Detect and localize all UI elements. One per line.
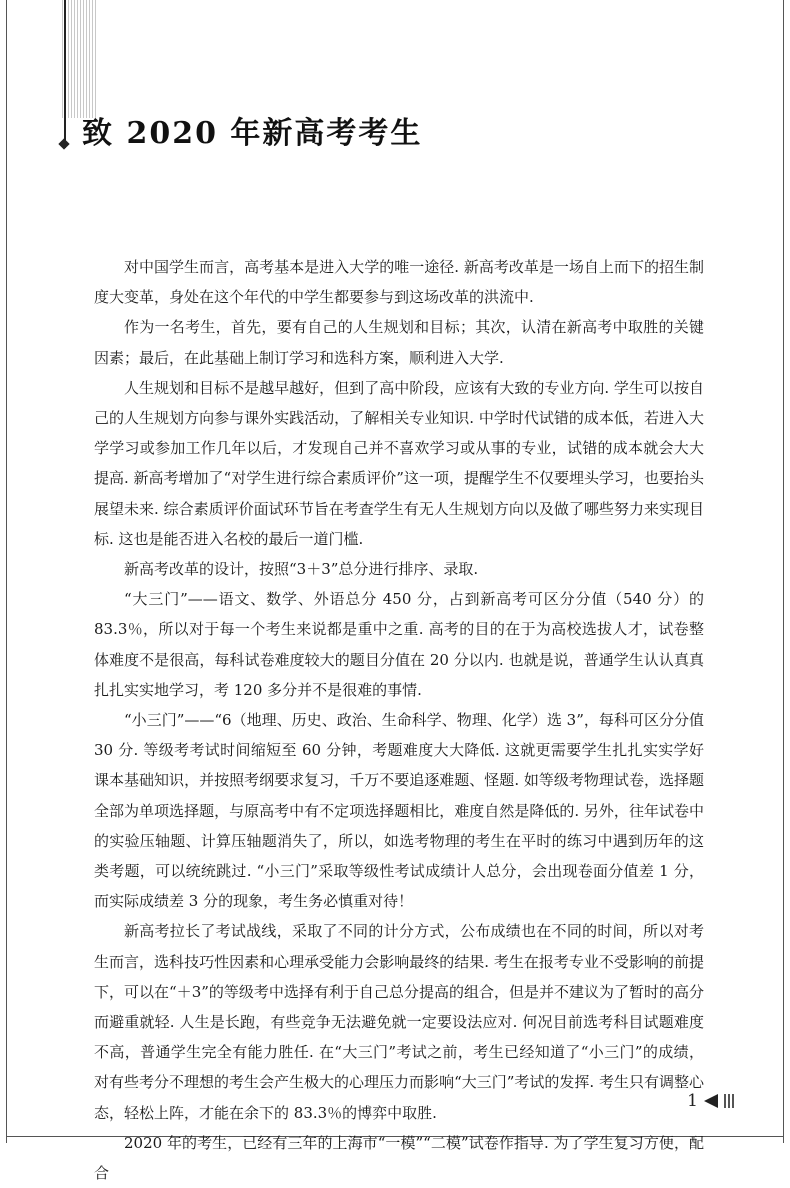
body-text bbox=[94, 252, 704, 1188]
paragraph: “小三门”——“6（地理、历史、政治、生命科学、物理、化学）选 3”，每科可区分分值 30 分. 等级考考试时间缩短至 60 分钟，考题难度大大降低. 这就更需要学生扎扎实实学好课本基础知识，并按照考纲要求复习，千万不要追逐难题、怪题. 如等级考物理试卷，选择题全部为单项选择题，与原高考中有不定项选择题相比，难度自然是降低的. 另外，往年试卷中的实验压轴题、计算压轴题消失了，所以，如选考物理的考生在平时的练习中遇到历年的这类考题，可以统统跳过. “小三门”采取等级性考试成绩计人总分，会出现卷面分值差 1 分，而实际成绩差 3 分的现象，考生务必慎重对待！ bbox=[94, 711, 704, 911]
page-title: 致 2020 年新高考考生 bbox=[82, 116, 423, 151]
decorative-stripes bbox=[62, 0, 96, 118]
paragraph: 对中国学生而言，高考基本是进入大学的唯一途径. 新高考改革是一场自上而下的招生制度大变革，身处在这个年代的中学生都要参与到这场改革的洪流中. bbox=[94, 258, 704, 307]
paragraph: 人生规划和目标不是越早越好，但到了高中阶段，应该有大致的专业方向. 学生可以按自己的人生规划方向参与课外实践活动，了解相关专业知识. 中学时代试错的成本低，若进入大学学习或参加工作几年以后，才发现自己并不喜欢学习或从事的专业，试错的成本就会大大提高. 新高考增加了“对学生进行综合素质评价”这一项，提醒学生不仅要埋头学习，也要抬头展望未来. 综合素质评价面试环节旨在考查学生有无人生规划方向以及做了哪些努力来实现目标. 这也是能否进入名校的最后一道门槛. bbox=[94, 378, 704, 548]
paragraph: “大三门”——语文、数学、外语总分 450 分，占到新高考可区分分值（540 分）的 83.3％，所以对于每一个考生来说都是重中之重. 高考的目的在于为高校选拔人才，试卷整体难度不是很高，每科试卷难度较大的题目分值在 20 分以内. 也就是说，普通学生认认真真扎扎实实地学习，考 120 多分并不是很难的事情. bbox=[94, 590, 704, 699]
paragraph: 2020 年的考生，已经有三年的上海市“一模”“二模”试卷作指导. 为了学生复习方便，配合 bbox=[94, 1133, 704, 1183]
diamond-bullet-icon bbox=[58, 138, 69, 149]
page-number-footer bbox=[687, 1091, 734, 1111]
left-triangle-icon bbox=[704, 1094, 718, 1108]
title-accent-bar bbox=[64, 0, 66, 148]
page-number: 1 bbox=[687, 1091, 698, 1111]
paragraph: 新高考拉长了考试战线，采取了不同的计分方式，公布成绩也在不同的时间，所以对考生而言，选科技巧性因素和心理承受能力会影响最终的结果. 考生在报考专业不受影响的前提下，可以在“＋3”的等级考中选择有利于自己总分提高的组合，但是并不建议为了暂时的高分而避重就轻. 人生是长跑，有些竞争无法避免就一定要设法应对. 何况目前选考科目试题难度不高，普通学生完全有能力胜任. 在“大三门”考试之前，考生已经知道了“小三门”的成绩，对有些考分不理想的考生会产生极大的心理压力而影响“大三门”考试的发挥. 考生只有调整心态，轻松上阵，才能在余下的 83.3％的博弈中取胜. bbox=[94, 922, 704, 1122]
page-border-right bbox=[783, 0, 784, 1143]
paragraph: 作为一名考生，首先，要有自己的人生规划和目标；其次，认清在新高考中取胜的关键因素；最后，在此基础上制订学习和选科方案，顺利进入大学. bbox=[94, 318, 704, 367]
page-border-left bbox=[6, 0, 7, 1143]
paragraph: 新高考改革的设计，按照“3＋3”总分进行排序、录取. bbox=[124, 560, 479, 579]
bars-icon bbox=[724, 1094, 734, 1108]
